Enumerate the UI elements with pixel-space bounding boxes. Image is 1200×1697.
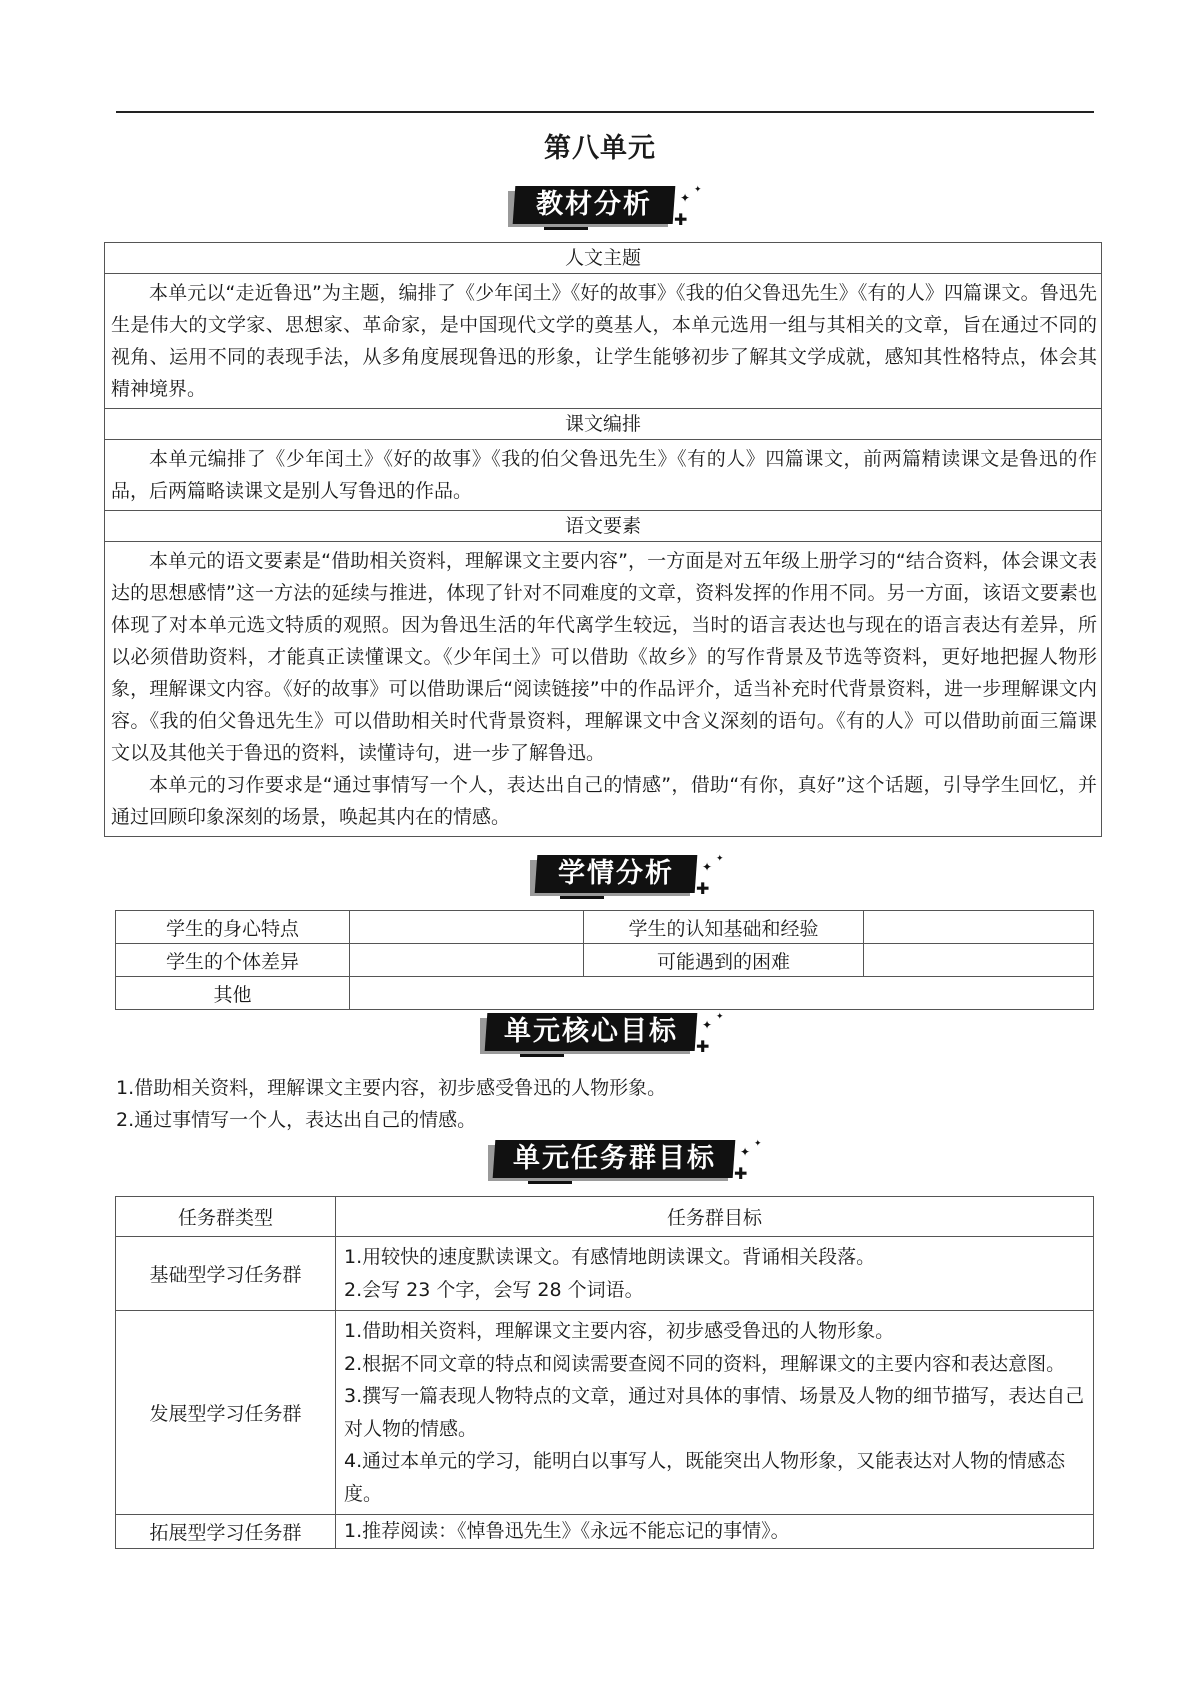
- learner-value: [350, 911, 584, 944]
- sparkle-icon: ✦: [754, 1139, 762, 1149]
- sparkle-icon: ✦: [680, 191, 691, 205]
- sparkle-icon: ✦: [702, 860, 713, 874]
- table-heading: 人文主题: [105, 243, 1102, 274]
- paragraph: 本单元以“走近鲁迅”为主题，编排了《少年闰土》《好的故事》《我的伯父鲁迅先生》《有的人》四篇课文。鲁迅先生是伟大的文学家、思想家、革命家，是中国现代文学的奠基人，本单元选用一组与其相关的文章，旨在通过不同的视角、运用不同的表现手法，从多角度展现鲁迅的形象，让学生能够初步了解其文学成就，感知其性格特点，体会其精神境界。: [111, 282, 1097, 400]
- learner-value: [864, 911, 1094, 944]
- sparkle-icon: ✦: [716, 1012, 724, 1022]
- sparkle-icon: ✚: [734, 1164, 748, 1183]
- task-type: 拓展型学习任务群: [116, 1515, 336, 1549]
- section-header-core-goals: [480, 1013, 730, 1059]
- task-goals: [336, 1237, 1094, 1311]
- column-header: 任务群类型: [116, 1197, 336, 1237]
- learner-value: [864, 944, 1094, 977]
- learner-label: 其他: [116, 977, 350, 1010]
- learner-value: [350, 977, 1094, 1010]
- section-title: 教材分析: [536, 189, 652, 220]
- task-goals: [336, 1515, 1094, 1549]
- list-item: 1.借助相关资料，理解课文主要内容，初步感受鲁迅的人物形象。: [116, 1077, 667, 1099]
- learner-label: 学生的认知基础和经验: [584, 911, 864, 944]
- section-title: 单元任务群目标: [512, 1143, 716, 1174]
- sparkle-icon: ✦: [716, 854, 724, 864]
- paragraph: 本单元的语文要素是“借助相关资料，理解课文主要内容”，一方面是对五年级上册学习的“结合资料，体会课文表达的思想感情”这一方法的延续与推进，体现了针对不同难度的文章，资料发挥的作用不同。另一方面，该语文要素也体现了对本单元选文特质的观照。因为鲁迅生活的年代离学生较远，当时的语言表达也与现在的语言表达有差异，所以必须借助资料，才能真正读懂课文。《少年闰土》可以借助《故乡》的写作背景及节选等资料，更好地把握人物形象，理解课文内容。《好的故事》可以借助课后“阅读链接”中的作品评介，适当补充时代背景资料，进一步理解课文内容。《我的伯父鲁迅先生》可以借助相关时代背景资料，理解课文中含义深刻的语句。《有的人》可以借助前面三篇课文以及其他关于鲁迅的资料，读懂诗句，进一步了解鲁迅。: [111, 550, 1097, 764]
- learner-analysis-table: [115, 910, 1094, 1010]
- learner-value: [350, 944, 584, 977]
- task-goals: [336, 1311, 1094, 1515]
- list-item: 1.借助相关资料，理解课文主要内容，初步感受鲁迅的人物形象。: [344, 1320, 895, 1342]
- task-group-table: [115, 1196, 1094, 1549]
- list-item: 4.通过本单元的学习，能明白以事写人，既能突出人物形象，又能表达对人物的情感态度。: [344, 1450, 1066, 1505]
- language-elements-text: [105, 542, 1102, 837]
- paragraph: 本单元编排了《少年闰土》《好的故事》《我的伯父鲁迅先生》《有的人》四篇课文，前两篇精读课文是鲁迅的作品，后两篇略读课文是别人写鲁迅的作品。: [111, 448, 1097, 502]
- sparkle-icon: ✚: [674, 210, 688, 229]
- top-rule: [116, 111, 1094, 113]
- task-type: 发展型学习任务群: [116, 1311, 336, 1515]
- page-title: 第八单元: [544, 133, 656, 164]
- list-item: 1.推荐阅读：《悼鲁迅先生》《永远不能忘记的事情》。: [344, 1520, 790, 1542]
- list-item: 2.通过事情写一个人，表达出自己的情感。: [116, 1109, 477, 1131]
- sparkle-icon: ✦: [694, 185, 702, 195]
- learner-label: 学生的个体差异: [116, 944, 350, 977]
- list-item: 2.根据不同文章的特点和阅读需要查阅不同的资料，理解课文的主要内容和表达意图。: [344, 1352, 1066, 1375]
- sparkle-icon: ✚: [696, 879, 710, 898]
- sparkle-icon: ✦: [702, 1018, 713, 1032]
- list-item: 3.撰写一篇表现人物特点的文章，通过对具体的事情、场景及人物的细节描写，表达自己对人物的情感。: [344, 1385, 1085, 1440]
- section-title: 学情分析: [558, 858, 674, 889]
- table-heading: 课文编排: [105, 409, 1102, 440]
- humanistic-theme-text: [105, 274, 1102, 409]
- text-arrangement-text: [105, 440, 1102, 511]
- learner-label: 学生的身心特点: [116, 911, 350, 944]
- task-type: 基础型学习任务群: [116, 1237, 336, 1311]
- core-goals-list: [116, 1072, 666, 1136]
- list-item: 1.用较快的速度默读课文。有感情地朗读课文。背诵相关段落。: [344, 1246, 876, 1268]
- section-header-learner-analysis: [530, 855, 730, 901]
- sparkle-icon: ✦: [740, 1145, 751, 1159]
- section-header-textbook-analysis: [508, 186, 708, 232]
- column-header: 任务群目标: [336, 1197, 1094, 1237]
- section-header-task-group-goals: [488, 1139, 762, 1186]
- textbook-analysis-table: [104, 242, 1102, 837]
- section-title: 单元核心目标: [504, 1016, 678, 1047]
- list-item: 2.会写 23 个字，会写 28 个词语。: [344, 1278, 644, 1301]
- learner-label: 可能遇到的困难: [584, 944, 864, 977]
- paragraph: 本单元的习作要求是“通过事情写一个人，表达出自己的情感”，借助“有你，真好”这个话题，引导学生回忆，并通过回顾印象深刻的场景，唤起其内在的情感。: [111, 774, 1097, 828]
- sparkle-icon: ✚: [696, 1037, 710, 1056]
- table-heading: 语文要素: [105, 511, 1102, 542]
